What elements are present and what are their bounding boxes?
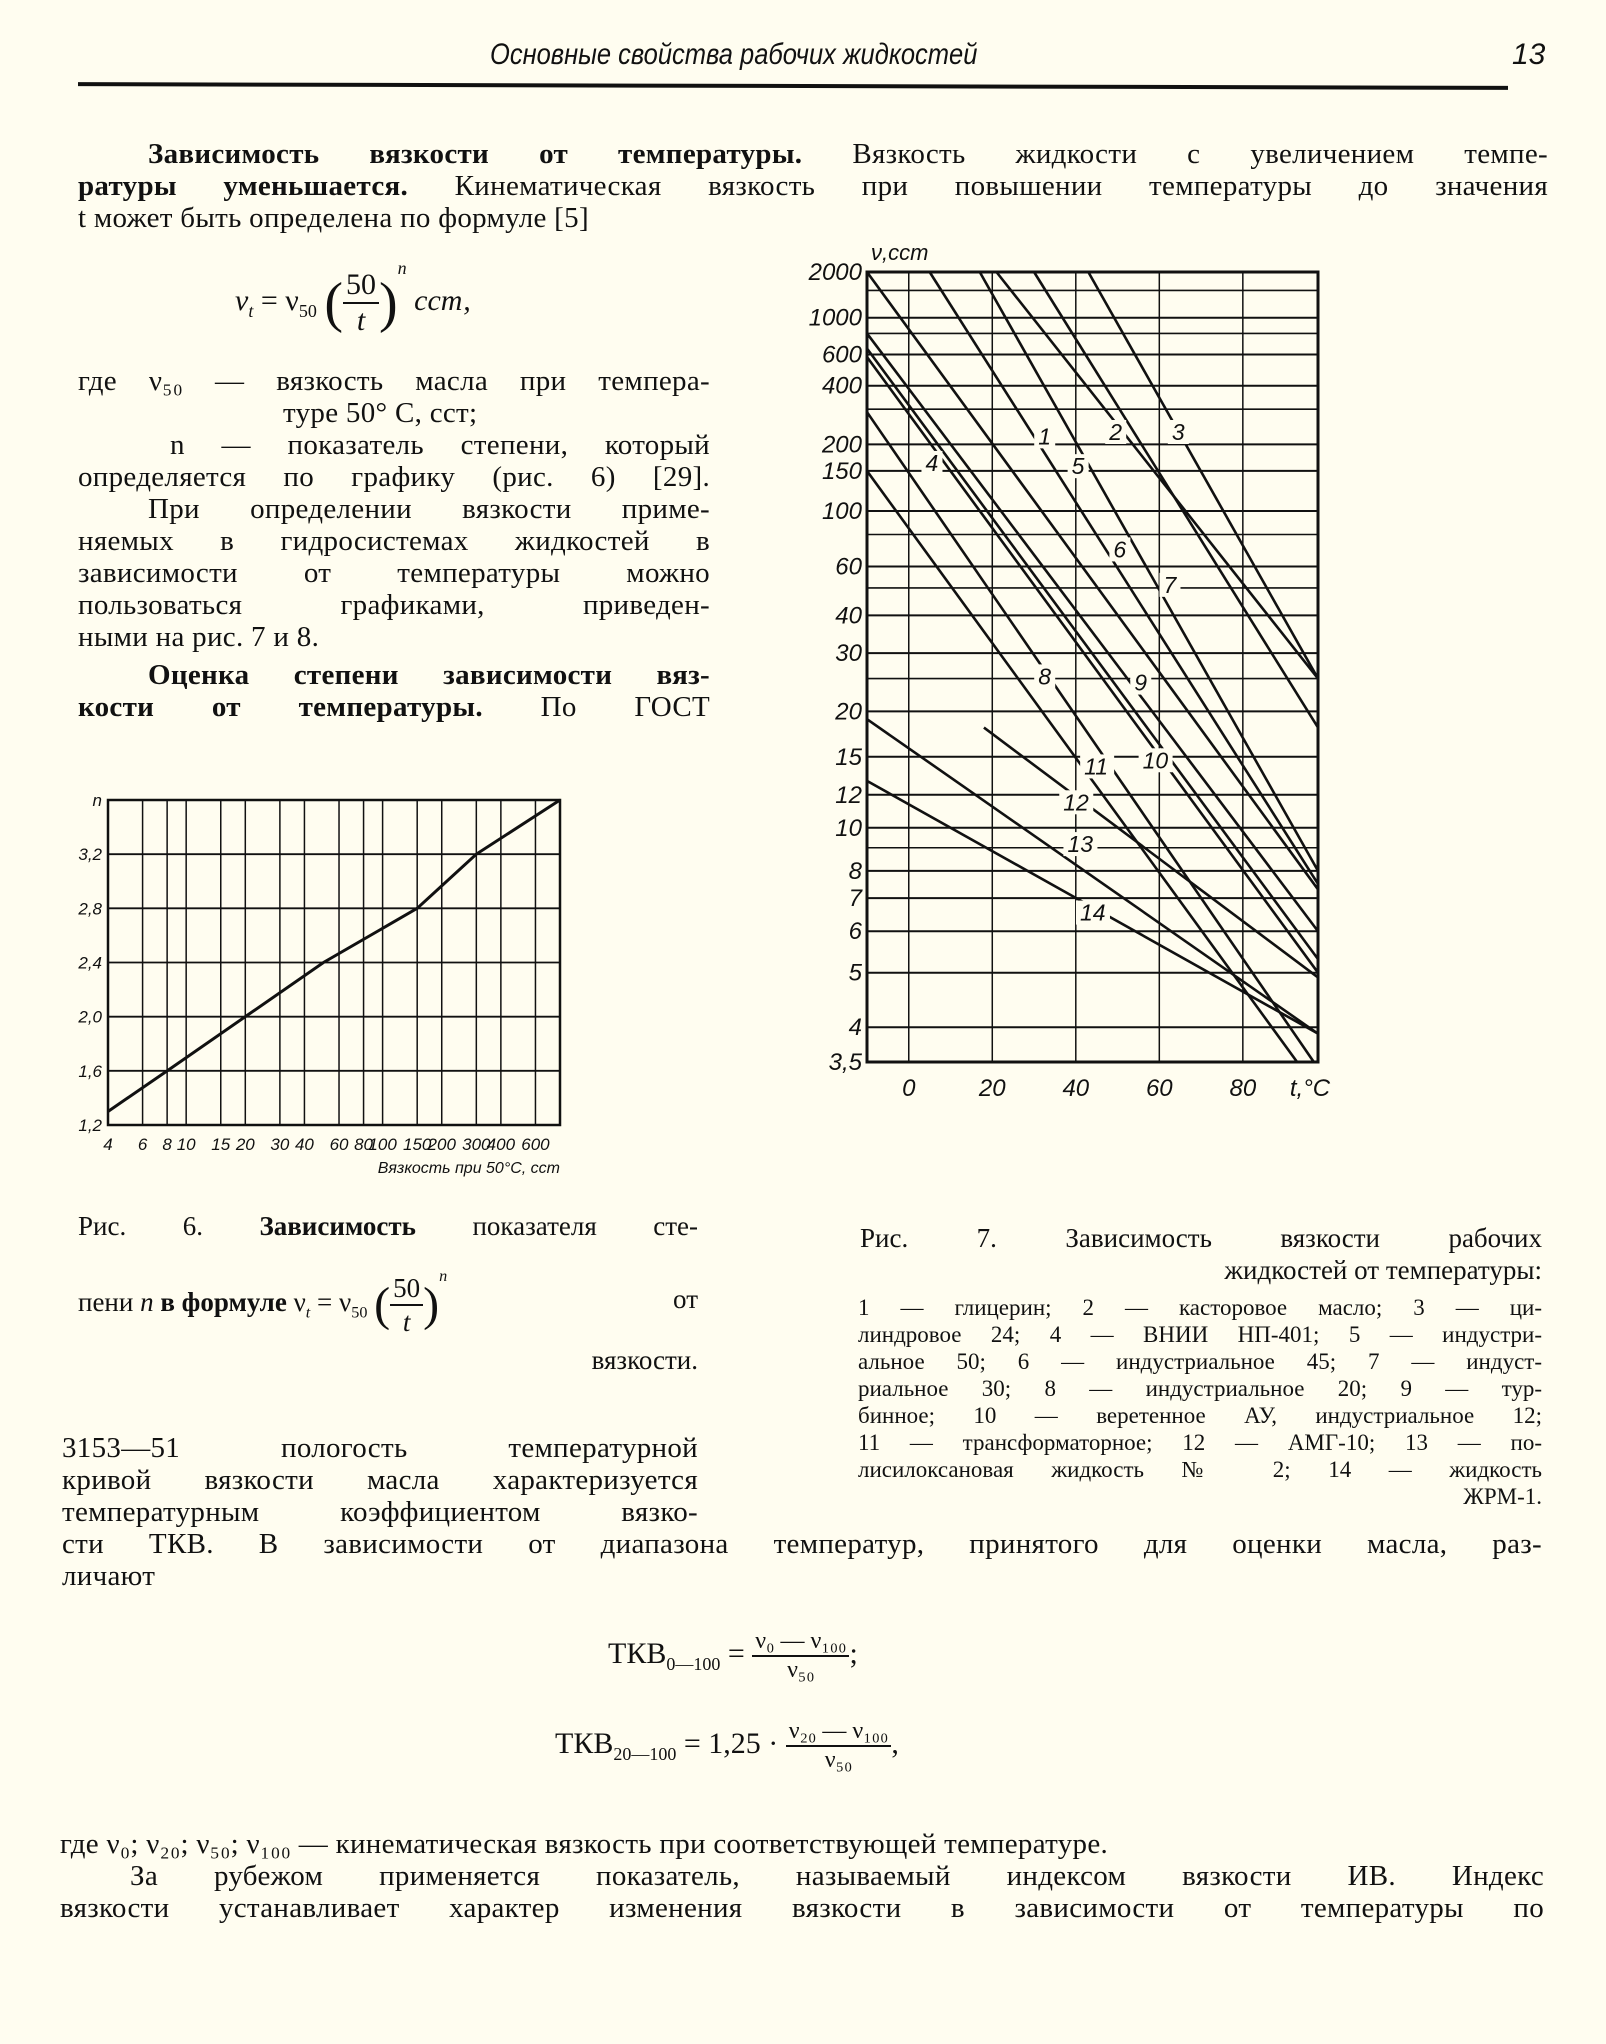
intro-line-2 [78, 170, 1548, 202]
fig7-y-tick-label: 12 [835, 781, 862, 809]
subsection-heading: Оценка степени зависимости вяз- [148, 659, 710, 691]
fig7-annotation-label: 10 [1142, 747, 1169, 774]
caption-formula: $\nu_t = \nu_{50}$ ( $\frac{50}{t}$ )$^n$ [293, 1267, 448, 1337]
fig6-x-tick-label: 400 [486, 1135, 516, 1154]
fig7-y-tick-label: 10 [835, 814, 862, 842]
text-line: При определении вязкости приме- [148, 493, 710, 525]
legend-line: риальное 30; 8 — индустриальное 20; 9 — тур- [858, 1376, 1542, 1401]
text-line: кривой вязкости масла характеризуется [62, 1464, 698, 1496]
caption-bold: Зависимость [259, 1211, 416, 1241]
subscript: 20—100 [613, 1743, 677, 1764]
caption-text: пени [78, 1287, 134, 1317]
fig6-x-tick-label: 10 [176, 1135, 196, 1154]
fig7-y-tick-label: 30 [835, 640, 862, 668]
fig7-y-tick-label: 150 [821, 457, 862, 485]
fig7-x-tick-label: 60 [1145, 1075, 1173, 1102]
subsection-heading: кости от температуры. [78, 691, 483, 723]
numerator: ν₂₀ — ν₁₀₀ [786, 1718, 892, 1747]
text-line [78, 691, 710, 723]
fig6-y-tick-label: 2,0 [78, 1007, 102, 1027]
fig7-y-tick-label: 2000 [808, 259, 862, 286]
fig7-y-tick-label: 8 [848, 857, 862, 885]
fig6-x-tick-label: 20 [235, 1135, 255, 1154]
fig6-y-tick-label: 3,2 [78, 845, 102, 865]
fig7-annotation-label: 14 [1079, 899, 1106, 926]
subscript: t [248, 301, 254, 321]
fig7-y-tick-label: 6 [848, 918, 862, 946]
text-line: туре 50° С, сст; [283, 397, 478, 429]
fig7-annotation-label: 11 [1084, 753, 1109, 780]
denominator: ν₅₀ [787, 1657, 815, 1683]
fig7-x-tick-label: 20 [978, 1075, 1006, 1102]
fig6-y-tick-label: 1,2 [78, 1116, 102, 1135]
coefficient: = 1,25 · [683, 1726, 779, 1760]
caption-title: жидкостей от температуры: [1224, 1255, 1542, 1285]
fig6-x-tick-label: 150 [403, 1135, 432, 1154]
fig7-chart [808, 230, 1560, 1190]
fig6-labels [77, 791, 560, 1177]
fig7-y-tick-label: 20 [835, 698, 862, 726]
legend-line: ЖРМ-1. [1463, 1484, 1542, 1509]
unit: сст, [414, 284, 471, 317]
fig7-y-tick-label: 5 [848, 959, 862, 987]
text-line: n — показатель степени, который [170, 429, 710, 461]
text-line: ными на рис. 7 и 8. [78, 621, 320, 653]
numerator: 50 [343, 268, 379, 304]
caption-var: n [140, 1287, 154, 1317]
header-rule [78, 82, 1508, 90]
fig6-y-tick-label: 1,6 [78, 1061, 102, 1081]
tkv-formula-1 [608, 1628, 858, 1684]
caption-line [78, 1210, 698, 1242]
fig6-x-tick-label: 40 [294, 1135, 314, 1154]
tkv-symbol: ТКВ [555, 1726, 614, 1760]
intro-text: Вязкость жидкости с увеличением темпе- [852, 138, 1548, 170]
fig7-annotation-label: 8 [1038, 663, 1052, 690]
tkv-symbol: ТКВ [608, 1636, 667, 1670]
text-line: За рубежом применяется показатель, называемый индексом вязкости ИВ. Индекс [130, 1860, 1544, 1892]
text: По ГОСТ [540, 691, 710, 723]
fig7-y-tick-label: 1000 [808, 304, 862, 332]
fig-number: Рис. 6. [78, 1211, 203, 1241]
subscript: 50 [298, 301, 317, 321]
text-line: где ν₀; ν₂₀; ν₅₀; ν₁₀₀ — кинематическая вязкость при соответствующей температуре. [60, 1828, 1109, 1860]
subscript: 0—100 [666, 1653, 721, 1674]
fig6-x-tick-label: 80 [354, 1135, 374, 1154]
fig6-x-tick-label: 200 [427, 1135, 456, 1154]
fig7-annotation-label: 7 [1163, 571, 1177, 598]
text-line: личают [62, 1560, 156, 1592]
fig6-x-tick-label: 600 [521, 1135, 550, 1154]
fig7-caption [860, 1222, 1542, 1286]
fig7-y-axis-label: ν,сст [871, 240, 929, 265]
fraction [752, 1628, 849, 1684]
text-line: сти ТКВ. В зависимости от диапазона температур, принятого для оценки масла, раз- [62, 1528, 1542, 1560]
numerator: ν₀ — ν₁₀₀ [752, 1628, 849, 1657]
fig6-y-tick-label: 2,8 [78, 899, 102, 919]
intro-text: Кинематическая вязкость при повышении температуры до значения [454, 170, 1548, 202]
fig7-x-tick-label: 0 [902, 1075, 916, 1102]
nu-symbol: ν [285, 284, 299, 317]
fig7-y-tick-label: 7 [848, 885, 862, 913]
fig7-annotation-label: 12 [1063, 789, 1089, 816]
fig7-y-tick-label: 40 [835, 602, 862, 630]
caption-title: Рис. 7. Зависимость вязкости рабочих [860, 1223, 1542, 1253]
caption-line: вязкости. [591, 1344, 698, 1375]
fig6-series [108, 800, 560, 1111]
fig7-x-tick-label: 40 [1062, 1075, 1090, 1102]
legend-line: 11 — трансформаторное; 12 — АМГ-10; 13 — по- [858, 1430, 1542, 1455]
text-line: 3153—51 пологость температурной [62, 1432, 698, 1464]
tkv-formula-2 [555, 1718, 899, 1774]
fig7-series [867, 272, 1318, 1062]
fig6-x-tick-label: 60 [329, 1135, 349, 1154]
equals-sign: = [727, 1636, 745, 1670]
caption-line [78, 1260, 698, 1338]
fig6-x-tick-label: 6 [137, 1135, 148, 1154]
fig6-chart [70, 785, 710, 1195]
main-formula [235, 258, 471, 338]
fig6-caption [78, 1210, 698, 1376]
fig7-annotation-label: 1 [1038, 423, 1052, 450]
fig7-annotation-label: 2 [1109, 418, 1123, 445]
fig6-x-tick-label: 300 [462, 1135, 491, 1154]
legend-line: альное 50; 6 — индустриальное 45; 7 — индуст- [858, 1349, 1542, 1374]
fig7-y-tick-label: 200 [821, 431, 862, 459]
running-title: Основные свойства рабочих жидкостей [490, 38, 978, 71]
punctuation: ; [849, 1636, 858, 1670]
fig7-annotation-label: 5 [1071, 453, 1085, 480]
gost-block-wide [62, 1528, 1542, 1592]
fraction [786, 1718, 892, 1774]
closing-block [60, 1828, 1544, 1924]
fig7-annotation-label: 3 [1171, 418, 1185, 445]
text-line: температурным коэффициентом вязко- [62, 1496, 698, 1528]
caption-text: в формуле [160, 1287, 287, 1317]
fig7-y-tick-label: 4 [848, 1014, 862, 1042]
legend-line: бинное; 10 — веретенное АУ, индустриальное 12; [858, 1403, 1542, 1428]
section-heading: Зависимость вязкости от температуры. [148, 138, 803, 170]
punctuation: , [891, 1726, 899, 1760]
text-line: пользоваться графиками, приведен- [78, 589, 710, 621]
fig7-y-tick-label: 400 [821, 372, 862, 400]
nu-symbol: ν [235, 284, 249, 317]
left-paren: ( [324, 272, 343, 335]
fig6-x-axis-label: Вязкость при 50°С, сст [377, 1160, 560, 1177]
fig6-x-tick-label: 15 [211, 1135, 231, 1154]
fig7-y-tick-label: 60 [835, 553, 862, 581]
fig7-annotation-label: 13 [1067, 831, 1094, 858]
fig7-annotation-label: 9 [1134, 669, 1148, 696]
text-line: где ν₅₀ — вязкость масла при темпера- [78, 365, 710, 397]
fig6-x-tick-label: 8 [162, 1135, 172, 1154]
legend-line: лисилоксановая жидкость № 2; 14 — жидкость [858, 1457, 1542, 1482]
fig7-y-tick-label: 3,5 [828, 1049, 862, 1076]
right-paren: ) [379, 272, 398, 335]
legend-line: 1 — глицерин; 2 — касторовое масло; 3 — ци- [858, 1295, 1542, 1320]
text-line: определяется по графику (рис. 6) [29]. [78, 461, 710, 493]
gost-block [62, 1432, 698, 1528]
fig7-series-line-11 [867, 412, 1314, 1062]
fig7-y-tick-label: 100 [821, 497, 862, 525]
fig6-y-tick-label: 2,4 [78, 953, 102, 973]
intro-line-1 [78, 138, 1548, 170]
fig7-annotation-label: 6 [1113, 536, 1127, 563]
fig7-x-tick-label: 80 [1229, 1075, 1257, 1102]
fig6-x-tick-label: 100 [368, 1135, 397, 1154]
legend-line: линдровое 24; 4 — ВНИИ НП-401; 5 — индустри- [858, 1322, 1542, 1347]
text-line: няемых в гидросистемах жидкостей в [78, 525, 710, 557]
fig7-y-tick-label: 15 [835, 743, 862, 771]
denominator: t [356, 304, 366, 338]
intro-bold-text: ратуры уменьшается. [78, 170, 409, 202]
fig6-x-tick-label: 4 [103, 1135, 113, 1154]
exponent: n [397, 258, 407, 278]
text-line: вязкости устанавливает характер изменения вязкости в зависимости от температуры по [60, 1892, 1544, 1924]
equals-sign: = [260, 284, 278, 317]
fraction [343, 268, 379, 338]
fig7-annotation-label: 4 [925, 449, 939, 476]
fig7-x-axis-label: t,°С [1289, 1075, 1331, 1102]
caption-text: показателя сте- [472, 1211, 699, 1241]
fig7-legend [858, 1294, 1542, 1510]
where-block [78, 365, 710, 723]
page-number: 13 [1512, 38, 1546, 71]
fig6-y-tick-label: n [92, 791, 102, 810]
intro-line-3: t может быть определена по формуле [5] [78, 202, 589, 234]
fig6-grid [108, 800, 560, 1125]
fig7-y-tick-label: 600 [821, 341, 862, 369]
text-line: зависимости от температуры можно [78, 557, 710, 589]
caption-text: от [673, 1283, 698, 1314]
fig6-series-line [108, 800, 560, 1111]
fig6-x-tick-label: 30 [270, 1135, 290, 1154]
denominator: ν₅₀ [824, 1747, 853, 1773]
